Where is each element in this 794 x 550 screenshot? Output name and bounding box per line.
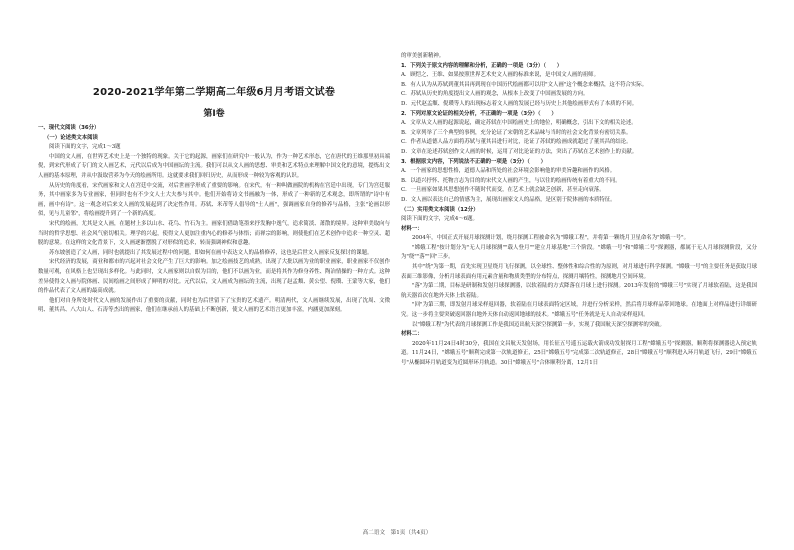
question-option: B．有人认为从苏轼到董其昌再到现在中国历代绘画都可以用"文人画"这个概念来概括，这不符合实际。 (401, 81, 648, 88)
material-label: 材料一： (401, 225, 423, 232)
question-option: A．文章从文人画的起源说起，确定苏轼在中国绘画史上的地位，明确概念，引出下文的相关论述。 (401, 120, 637, 127)
passage-paragraph: 苏东坡创造了文人画，同时也就提出了其发展过程中的问题，即如何在画中表达文人的品格修养，这也是后世文人画家反复探讨的课题。 (49, 249, 373, 256)
instruction-text: 阅读下面的文字，完成1～3题 (49, 144, 121, 151)
question-option: A．一个画家的思想性格，道德人品和所处的社会环境会影响他的审美旨趣和画作的风格。 (401, 168, 616, 175)
volume-heading: 第Ⅰ卷 (203, 109, 225, 119)
material-paragraph: 2004年，中国正式开展月球探测计划，绕月探测工程被命名为"嫦娥工程"，并将第一颗绕月卫星命名为"嫦娥一号"。 (412, 235, 689, 242)
question-stem: 2．下列对原文论证的相关分析，不正确的一项是（3分）（ ） (401, 110, 557, 117)
subsection-heading: （二）实用类文本阅读（12分） (401, 206, 479, 213)
question-option: B．以道兴抒怀、托物言志为目的的宋代文人画的产生，与以往的绘画传统有着重大的不同。 (401, 177, 621, 184)
section-heading: 一、现代文阅读（36分） (38, 125, 100, 131)
passage-paragraph: 中国的文人画，在世界艺术史上是一个独特的现象。关于它的起源，画家们在研究中一般认为，作为一种艺术形态，它在唐代的王维那里初具端倪，到宋代形成了专门的文人画艺术，元代以后成为中国画坛的主流。我们可以从文人画的思想、审美和艺术特点来理解中国文化的意境，提炼出文人画的基本原理，并从中汲取营养为今天的绘画所用。这就要求我们回归历史，从而形成一种较为客观的认识。 (38, 153, 390, 179)
question-option: A．顾恺之、王维、如果按照世界艺术史文人画的标准来说，是中国文人画的祖师。 (401, 72, 599, 79)
question-option: C．苏轼从历史的角度提出文人画的观念，从根本上改变了中国画发展的方向。 (401, 91, 589, 98)
material-paragraph: "落"为第二期，目标是研制和发射月球探测器，以软着陆的方式降落在月球上进行探测。2013年发射的"嫦娥三号"实现了月球软着陆，这是我国航天器首次在地外天体上软着陆。 (401, 283, 757, 299)
passage-tail: 的审美创新精神。 (401, 53, 445, 59)
left-column (38, 124, 390, 316)
question-option: B．文章列举了三个典型的事例，充分论证了宋朝的艺术品味与当时的社会文化背景有密切关系。 (401, 129, 632, 136)
passage-paragraph: 从历史的角度看，宋代画家和文人在宫廷中交流，对后世画学形成了重要的影响。在宋代，有一种叫做画院的机构在宫廷中出现，专门为宫廷服务，其中画家多为专业画家，但同时也有不少文人士大夫参与其中。他们开始将诗文书画融为一体，形成了一种新的艺术观念，即所谓的"诗中有画，画中有诗"。这一观念对后来文人画的发展起到了决定性作用。苏轼、米芾等人倡导的"士人画"，强调画家自身的修养与品格，主张"论画以形似，见与儿童邻"，将绘画提升到了一个新的高度。 (38, 182, 390, 218)
passage-paragraph: 宋代经济的发展，商业和都市的兴起对社会文化产生了巨大的影响。加之绘画技艺的成熟，出现了大批以画为业的职业画家，职业画家不仅创作数量可观，在风格上也呈现出多样化。与此同时，文人画家则以自娱为目的，他们不以画为业，而是将其作为修身养性、陶冶情操的一种方式。这种差异使得文人画与院体画、民间绘画之间形成了鲜明的对比。元代以后，文人画成为画坛的主流，出现了赵孟頫、黄公望、倪瓒、王蒙等大家，他们的作品代表了文人画的最高成就。 (38, 259, 390, 295)
material-paragraph: "嫦娥工程"按计划分为"无人月球探测""载人登月""建立月球基地"三个阶段。"嫦娥一号"和"嫦娥二号"探测器，都属于无人月球探测阶段，又分为"绕""落""回"三步。 (401, 244, 757, 261)
material-paragraph: 2020年11月24日4时30分，我国在文昌航天发射场，用长征五号遥五运载火箭成功发射探月工程"嫦娥五号"探测器，顺利将探测器送入预定轨道。11月24日，"嫦娥五号"顺利完成第一次轨道修正，25日"嫦娥五号"完成第二次轨道修正，28日"嫦娥五号"顺利进入环月轨道飞行，29日"嫦娥五号"从椭圆环月轨道变为近圆形环月轨道。30日"嫦娥五号"合体顺利分离，12月1日 (401, 340, 757, 366)
question-option: D．文章在论述苏轼创作文人画的时候，运用了对比论证的方法，突出了苏轼在艺术创作上的贡献。 (401, 148, 638, 155)
question-stem: 3．根据原文内容，下列说法不正确的一项是（3分）（ ） (401, 158, 546, 165)
subsection-heading: （一）论述类文本阅读 (44, 134, 98, 141)
question-option: C．一旦画家如果其思想创作不随时代而变，在艺术上就会缺乏创新，甚至走向衰落。 (401, 187, 605, 194)
passage-paragraph: 他们对自身所处时代文人画的发展作出了重要的贡献，同时也为后世留下了宝贵的艺术遗产。明清两代，文人画继续发展，出现了沈周、文徵明、董其昌、八大山人、石涛等杰出的画家，他们在继承前人的基础上不断创新，使文人画的艺术语言更加丰富，内涵更加深刻。 (38, 297, 390, 314)
material-label: 材料二： (401, 331, 423, 338)
material-paragraph: "回"为第三期，即发射月球采样返回器，软着陆在月球表面特定区域，并进行分析采样，然后将月球样品带回地球。在地面上对样品进行详细研究。这一步将主要突破返回器自地外天体自动返回地球的技术。"嫦娥五号"任务就是无人自动采样返回。 (401, 302, 757, 319)
material-paragraph: 其中"绕"为第一期，首先实现卫星绕月飞行探测，以全球性、整体性和综合性的为原则，对月球进行科学探测。"嫦娥一号"的主要任务是获取月球表面三维影像，分析月球表面有用元素含量和物质类型的分布特点，探测月壤特性，探测地月空间环境。 (401, 264, 757, 280)
passage-paragraph: 宋代的绘画，尤其是文人画，在题材上多以山水、花鸟、竹石为主。画家们借助笔墨来抒发胸中逸气，追求简淡、萧散的境界。这种审美取向与当时的哲学思想、社会风气密切相关。理学的兴起，使得文人更加注重内心的修养与体悟；而禅宗的影响，则使他们在艺术创作中追求一种空灵、超脱的意境。在这样的文化背景下，文人画逐渐摆脱了对形似的追求，转而强调神似和意趣。 (38, 220, 390, 247)
instruction-text: 阅读下面的文字，完成4～6题。 (401, 216, 478, 223)
question-stem: 1．下列关于原文内容的理解和分析，正确的一项是（3分）（ ） (401, 62, 563, 69)
page-footer: 高二语文 第1页（共4页） (362, 530, 432, 536)
question-option: D．元代赵孟頫、倪瓒等人的出现标志着文人画的发展已经与历史上其他绘画形式有了本质的不同。 (401, 100, 638, 107)
question-option: D．文人画以表达自己的情感为主，展现出画家文人的品格，是区别于院体画的本质特征。 (401, 196, 616, 203)
material-paragraph: 以"嫦娥工程"为代表的月球探测工作是我国迈出航天深空探测第一步，实现了我国航天深空探测零的突破。 (412, 321, 665, 328)
exam-title: 2020-2021学年第二学期高二年级6月月考语文试卷 (92, 87, 336, 98)
right-column (401, 52, 757, 369)
question-option: C．作者从道德人品方面将苏轼与董其昌进行对比，论证了苏轼的绘画成就超过了董其昌的结论。 (401, 139, 632, 146)
